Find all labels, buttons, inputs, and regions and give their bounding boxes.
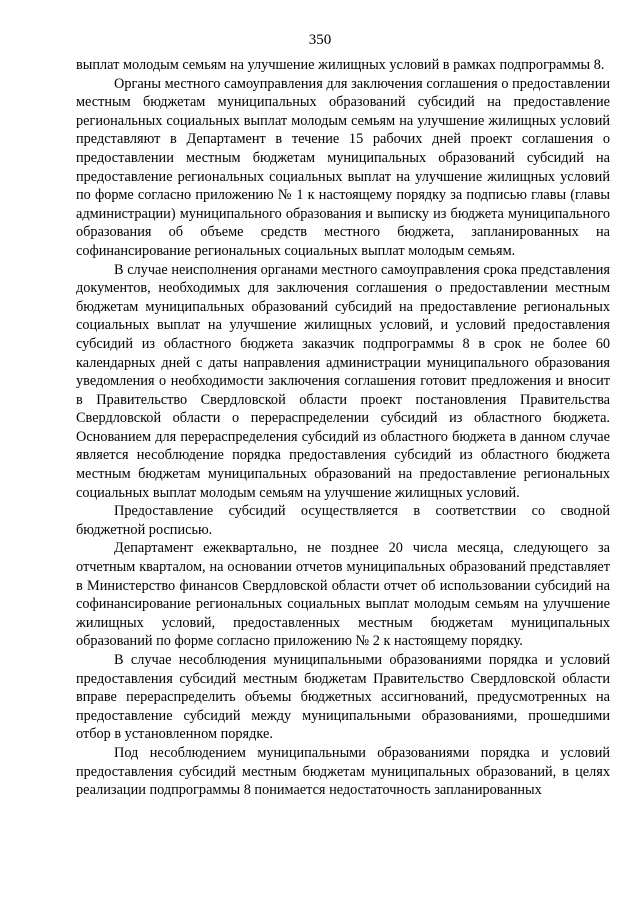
paragraph-6: В случае несоблюдения муниципальными образованиями порядка и условий предоставления субсидий местным бюджетам Правительство Свердловской области вправе перераспределить объемы бюджетных ассигнований, предусмотренных на предоставление субсидий между муниципальными образованиями, прошедшими отбор в установленном порядке. (76, 652, 610, 743)
paragraph-5: Департамент ежеквартально, не позднее 20 числа месяца, следующего за отчетным кварталом, на основании отчетов муниципальных образований представляет в Министерство финансов Свердловской области отчет об использовании субсидий на софинансирование региональных социальных выплат молодым семьям на улучшение жилищных условий, предоставленных местным бюджетам муниципальных образований по форме согласно приложению № 2 к настоящему порядку. (76, 540, 610, 650)
body-text (76, 56, 610, 800)
paragraph-7: Под несоблюдением муниципальными образованиями порядка и условий предоставления субсидий местным бюджетам муниципальных образований, в целях реализации подпрограммы 8 понимается недостаточность запланированных (76, 744, 610, 799)
paragraph-1: выплат молодым семьям на улучшение жилищных условий в рамках подпрограммы 8. (76, 57, 605, 73)
paragraph-3: В случае неисполнения органами местного самоуправления срока представления документов, необходимых для заключения соглашения о предоставлении местным бюджетам муниципальных образований субсидий на предоставление региональных социальных выплат на улучшение жилищных условий, и условий предоставления субсидий из областного бюджета заказчик подпрограммы 8 в срок не более 60 календарных дней с даты направления администрации муниципального образования уведомления о необходимости заключения соглашения готовит предложения и вносит в Правительство Свердловской области проект постановления Правительства Свердловской области о перераспределении субсидий из областного бюджета. Основанием для перераспределения субсидий из областного бюджета в данном случае является несоблюдение порядка предоставления субсидий из областного бюджета местным бюджетам муниципальных образований на предоставление региональных социальных выплат молодым семьям на улучшение жилищных условий. (76, 261, 610, 501)
paragraph-4: Предоставление субсидий осуществляется в соответствии со сводной бюджетной росписью. (76, 503, 610, 538)
page-number: 350 (308, 32, 332, 48)
paragraph-2: Органы местного самоуправления для заключения соглашения о предоставлении местным бюджетам муниципальных образований субсидий на предоставление региональных социальных выплат молодым семьям на улучшение жилищных условий представляют в Департамент в течение 15 рабочих дней проект соглашения о предоставлении местным бюджетам муниципальных образований субсидий на предоставление региональных социальных выплат на улучшение жилищных условий по форме согласно приложению № 1 к настоящему порядку за подписью главы (главы администрации) муниципального образования и выписку из бюджета муниципального образования об объеме средств местного бюджета, запланированных на софинансирование региональных социальных выплат молодым семьям. (76, 75, 610, 259)
